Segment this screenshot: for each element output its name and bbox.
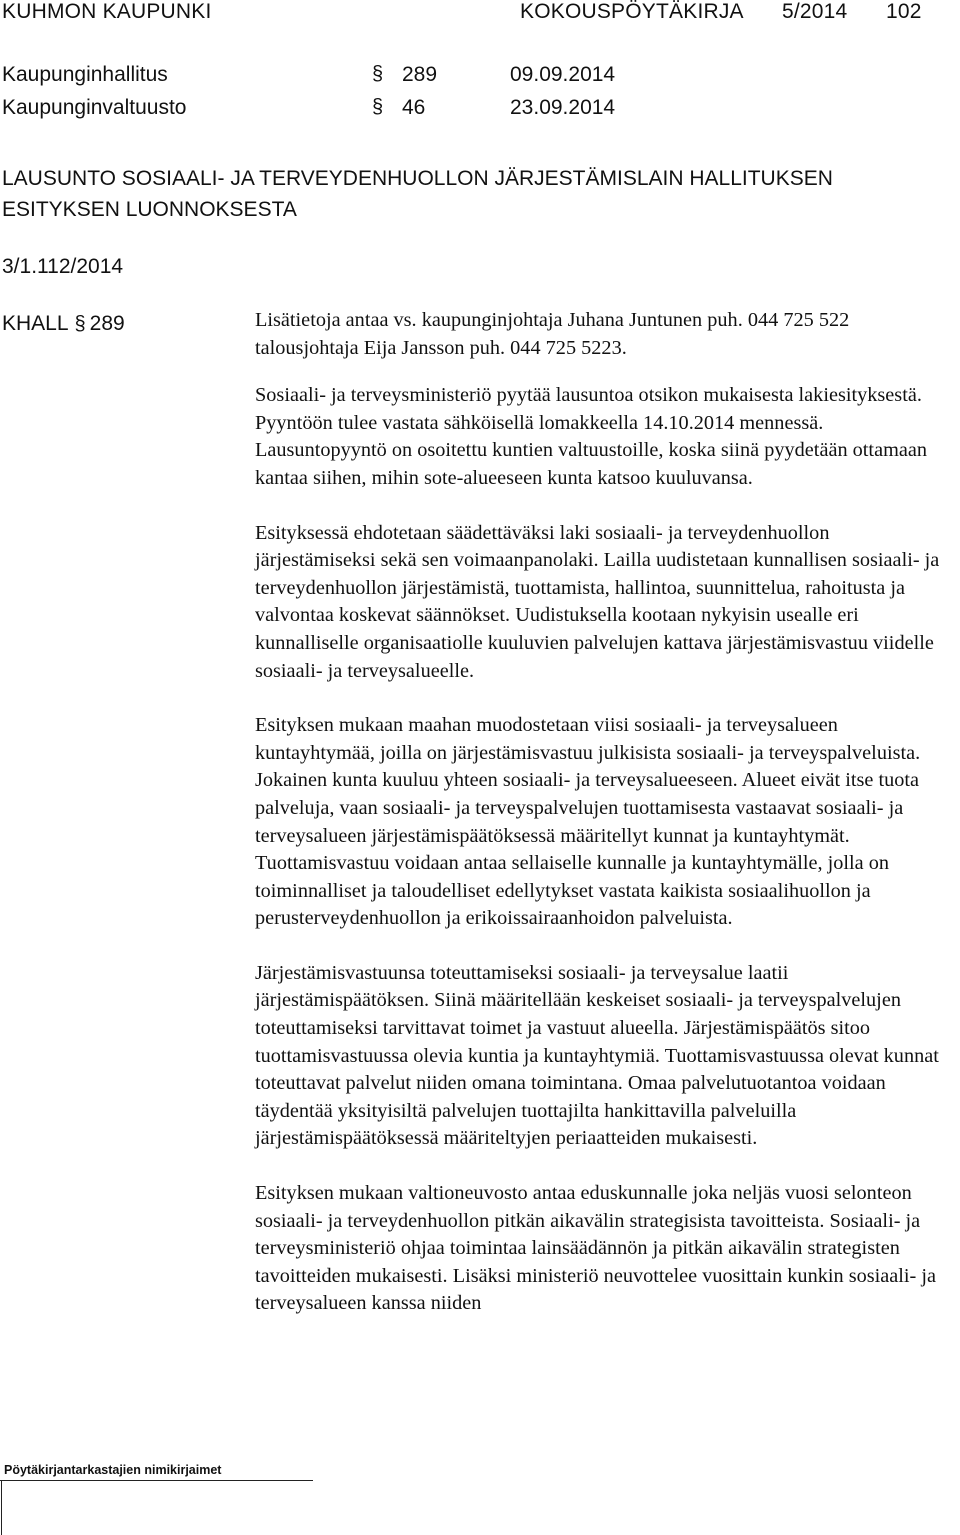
paragraph-request: Sosiaali- ja terveysministeriö pyytää lausuntoa otsikon mukaisesta lakiesityksestä. Pyyntöön tulee vastata sähköisellä lomakkeella 14.10.2014 mennessä. Lausuntopyyntö on osoitettu kuntien valtuustoille, koska siinä pyydetään ottamaan kantaa siihen, mihin sote-alueeseen kunta katsoo kuuluvansa. xyxy=(255,384,927,489)
khall-label: KHALL xyxy=(2,312,69,335)
signature-box-left-line xyxy=(1,1480,2,1535)
body-text xyxy=(255,307,955,1345)
signature-label: Pöytäkirjantarkastajien nimikirjaimet xyxy=(4,1463,222,1477)
section-number: 289 xyxy=(402,63,438,86)
paragraph-government-steering: Esityksen mukaan valtioneuvosto antaa eduskunnalle joka neljäs vuosi selonteon sosiaali- ja terveydenhuollon pitkän aikavälin strategisista tavoitteista. Sosiaali- ja terveysministeriö ohjaa toimintaa lainsäädännön ja pitkän aikavälin strategisten tavoitteiden mukaisesti. Lisäksi ministeriö neuvottelee vuosittain kunkin sosiaali- ja terveysalueen kanssa niiden xyxy=(255,1182,936,1315)
section-symbol: § xyxy=(372,63,384,85)
paragraph-contact-info: Lisätietoja antaa vs. kaupunginjohtaja Juhana Juntunen puh. 044 725 522 talousjohtaja Eija Jansson puh. 044 725 5223. xyxy=(255,309,850,359)
signature-box-top-line xyxy=(0,1480,313,1481)
section-symbol: § xyxy=(372,96,384,118)
section-symbol: § xyxy=(74,313,86,335)
page-number: 102 xyxy=(886,0,922,23)
paragraph-regions: Esityksen mukaan maahan muodostetaan viisi sosiaali- ja terveysalueen kuntayhtymää, joilla on järjestämisvastuu julkisista sosiaali- ja terveyspalveluista. Jokainen kunta kuuluu yhteen sosiaali- ja terveysalueeseen. Alueet eivät itse tuota palveluja, vaan sosiaali- ja terveyspalvelujen tuottamisesta vastaavat sosiaali- ja terveysalueen järjestämispäätöksessä määritellyt kunnat ja kuntayhtymät. Tuottamisvastuu voidaan antaa sellaiselle kunnalle ja kuntayhtymälle, jolla on toiminnalliset ja taloudelliset edellytykset vastata kaikista sosiaalihuollon ja perusterveydenhuollon ja erikoissairaanhoidon palveluista. xyxy=(255,714,921,930)
khall-number: 289 xyxy=(89,312,125,335)
paragraph-organisation-decision: Järjestämisvastuunsa toteuttamiseksi sosiaali- ja terveysalue laatii järjestämispäätöksen. Siinä määritellään keskeiset sosiaali- ja terveyspalvelujen toteuttamiseksi tarvittavat toimet ja vastuut alueella. Järjestämispäätös sitoo tuottamisvastuussa olevia kuntia ja kuntayhtymiä. Tuottamisvastuussa olevat kunnat toteuttavat palvelut niiden omana toimintana. Omaa palvelutuotantoa voidaan täydentää yksityisiltä palvelujen tuottajilta hankittavilla palveluilla järjestämispäätöksessä määriteltyjen periaatteiden mukaisesti. xyxy=(255,961,939,1150)
meeting-date: 09.09.2014 xyxy=(510,63,616,86)
municipality-name: KUHMON KAUPUNKI xyxy=(2,0,212,23)
section-number: 46 xyxy=(402,96,426,119)
page-header xyxy=(2,0,932,30)
meeting-body: Kaupunginhallitus xyxy=(2,63,168,86)
paragraph-proposal: Esityksessä ehdotetaan säädettäväksi laki sosiaali- ja terveydenhuollon järjestämiseksi sekä sen voimaanpanolaki. Lailla uudistetaan kunnallisen sosiaali- ja terveydenhuollon järjestämistä, tuottamista, hallintoa, suunnittelua, rahoitusta ja valvontaa koskevat säännökset. Uudistuksella kootaan nykyisin usealle eri kunnalliselle organisaatiolle kuuluvien palvelujen kattava järjestämisvastuu viidelle sosiaali- ja terveysalueelle. xyxy=(255,521,940,682)
reference-number: 3/1.112/2014 xyxy=(2,255,124,278)
khall-section xyxy=(2,312,125,336)
document-title: LAUSUNTO SOSIAALI- JA TERVEYDENHUOLLON JÄRJESTÄMISLAIN HALLITUKSEN ESITYKSEN LUONNOKSESTA xyxy=(2,167,833,221)
issue-number: 5/2014 xyxy=(782,0,848,23)
document-type: KOKOUSPÖYTÄKIRJA xyxy=(520,0,744,23)
meeting-date: 23.09.2014 xyxy=(510,96,616,119)
meeting-body: Kaupunginvaltuusto xyxy=(2,96,187,119)
